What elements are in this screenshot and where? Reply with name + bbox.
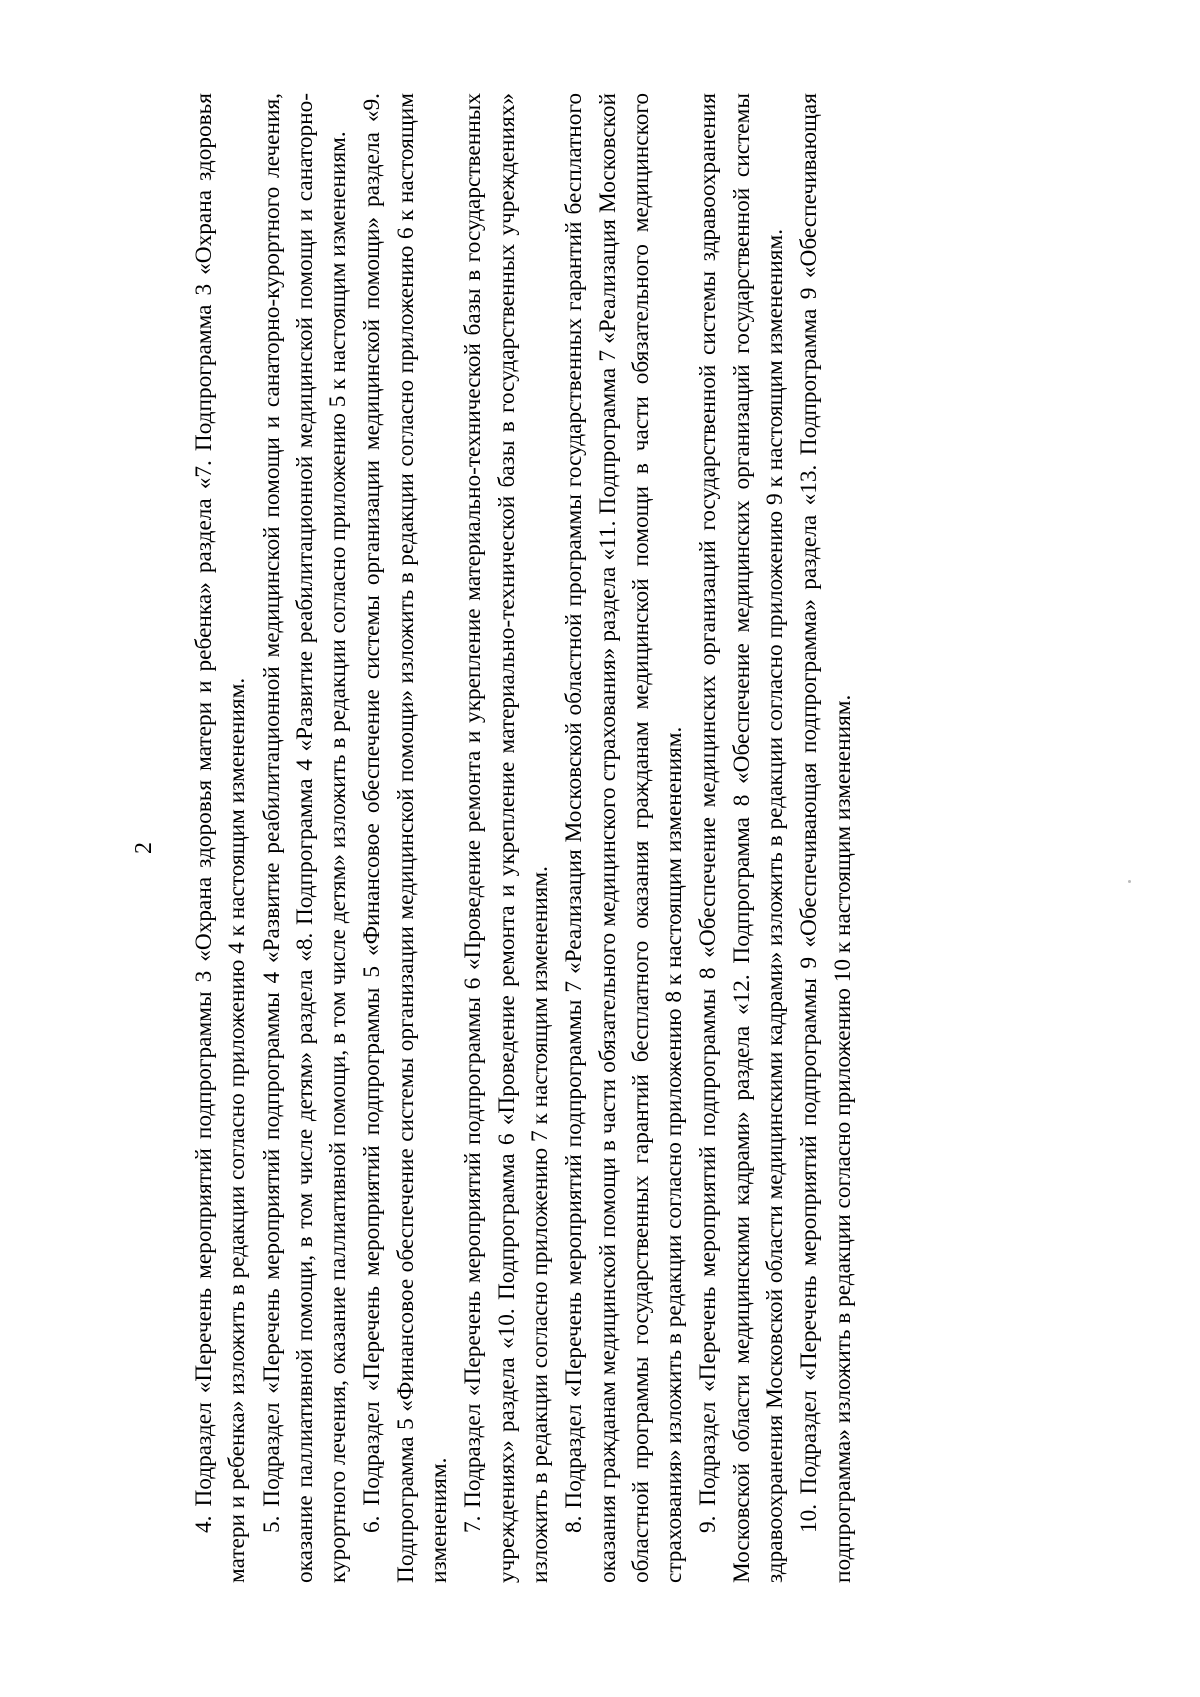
paragraph-item-6: 6. Подраздел «Перечень мероприятий подпрограммы 5 «Финансовое обеспечение системы организации медицинской помощи» раздела «9. Подпрограмма 5 «Финансовое обеспечение системы организации медицинской помощи» изложить в редакции согласно приложению 6 к настоящим изменениям. — [359, 93, 453, 1583]
paragraph-item-9: 9. Подраздел «Перечень мероприятий подпрограммы 8 «Обеспечение медицинских организаций государственной системы здравоохранения Московской области медицинскими кадрами» раздела «12. Подпрограмма 8 «Обеспечение медицинских организаций государственной системы здравоохранения Московской области медицинскими кадрами» изложить в редакции согласно приложению 9 к настоящим изменениям. — [695, 93, 789, 1583]
page-number: 2 — [131, 842, 157, 854]
paragraph-item-8: 8. Подраздел «Перечень мероприятий подпрограммы 7 «Реализация Московской областной программы государственных гарантий бесплатного оказания гражданам медицинской помощи в части обязательного медицинского страхования» раздела «11. Подпрограмма 7 «Реализация Московской областной программы государственных гарантий бесплатного оказания гражданам медицинской помощи в части обязательного медицинского страхования» изложить в редакции согласно приложению 8 к настоящим изменениям. — [561, 93, 688, 1583]
rotated-document-content — [100, 38, 1100, 1658]
scan-speck — [1128, 880, 1131, 883]
paragraph-item-10: 10. Подраздел «Перечень мероприятий подпрограммы 9 «Обеспечивающая подпрограмма» раздела «13. Подпрограмма 9 «Обеспечивающая подпрограмма» изложить в редакции согласно приложению 10 к настоящим изменениям. — [796, 93, 856, 1583]
document-body — [188, 93, 861, 1583]
paragraph-item-5: 5. Подраздел «Перечень мероприятий подпрограммы 4 «Развитие реабилитационной медицинской помощи и санаторно-курортного лечения, оказание паллиативной помощи, в том числе детям» раздела «8. Подпрограмма 4 «Развитие реабилитационной медицинской помощи и санаторно-курортного лечения, оказание паллиативной помощи, в том числе детям» изложить в редакции согласно приложению 5 к настоящим изменениям. — [258, 93, 352, 1583]
paragraph-item-7: 7. Подраздел «Перечень мероприятий подпрограммы 6 «Проведение ремонта и укрепление материально-технической базы в государственных учреждениях» раздела «10. Подпрограмма 6 «Проведение ремонта и укрепление материально-технической базы в государственных учреждениях» изложить в редакции согласно приложению 7 к настоящим изменениям. — [460, 93, 553, 1583]
paragraph-item-4: 4. Подраздел «Перечень мероприятий подпрограммы 3 «Охрана здоровья матери и ребенка» раздела «7. Подпрограмма 3 «Охрана здоровья матери и ребенка» изложить в редакции согласно приложению 4 к настоящим изменениям. — [191, 93, 251, 1583]
